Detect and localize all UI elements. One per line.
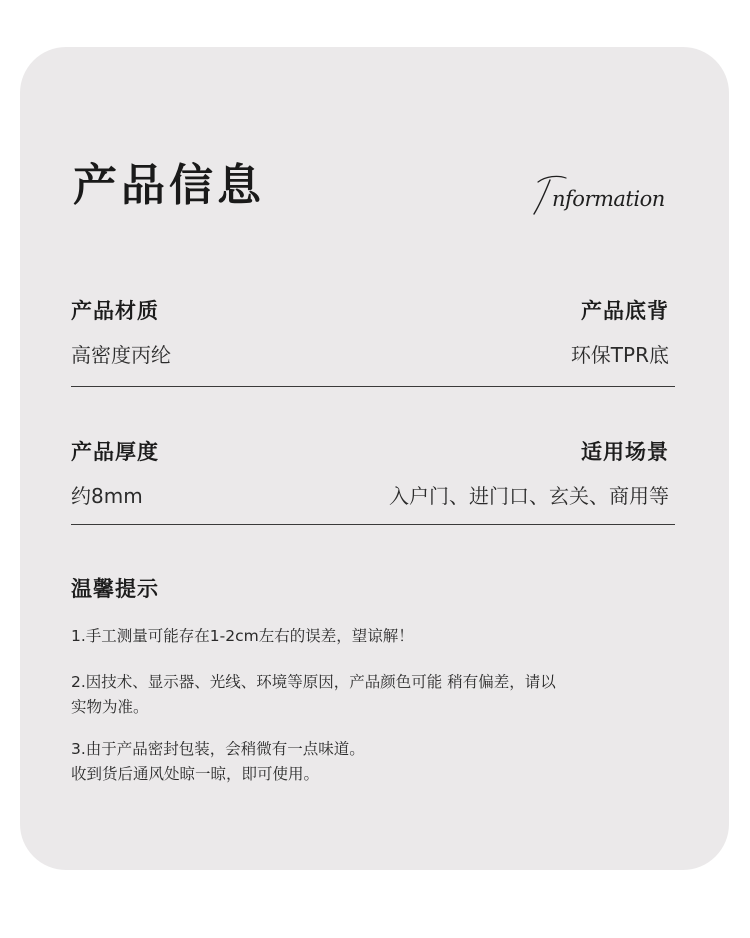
note-item-3	[71, 737, 671, 787]
note-line: 实物为准。	[71, 698, 149, 716]
spec-value-usage: 入户门、进门口、玄关、商用等	[389, 484, 669, 508]
script-word-text: nformation	[552, 187, 665, 211]
spec-label-thickness: 产品厚度	[71, 440, 159, 464]
information-script-logo	[528, 166, 678, 222]
note-item-1	[71, 624, 671, 649]
notes-title: 温馨提示	[71, 577, 159, 601]
spec-row-1-values	[71, 339, 669, 369]
note-item-2	[71, 670, 671, 720]
page-title: 产品信息	[73, 160, 265, 211]
note-line: 2.因技术、显示器、光线、环境等原因，产品颜色可能 稍有偏差，请以	[71, 673, 556, 691]
note-line: 1.手工测量可能存在1-2cm左右的误差，望谅解！	[71, 627, 414, 645]
divider-1	[71, 386, 675, 387]
spec-value-thickness: 约8mm	[71, 484, 143, 508]
spec-row-2	[71, 436, 669, 466]
note-line: 3.由于产品密封包装，会稍微有一点味道。	[71, 740, 365, 758]
spec-value-backing: 环保TPR底	[570, 343, 669, 367]
spec-row-1	[71, 295, 669, 325]
spec-label-usage: 适用场景	[581, 440, 669, 464]
divider-2	[71, 524, 675, 525]
spec-value-material: 高密度丙纶	[71, 343, 171, 367]
spec-row-2-values	[71, 480, 669, 510]
spec-label-backing: 产品底背	[581, 299, 669, 323]
note-line: 收到货后通风处晾一晾，即可使用。	[71, 765, 320, 783]
spec-label-material: 产品材质	[71, 299, 159, 323]
